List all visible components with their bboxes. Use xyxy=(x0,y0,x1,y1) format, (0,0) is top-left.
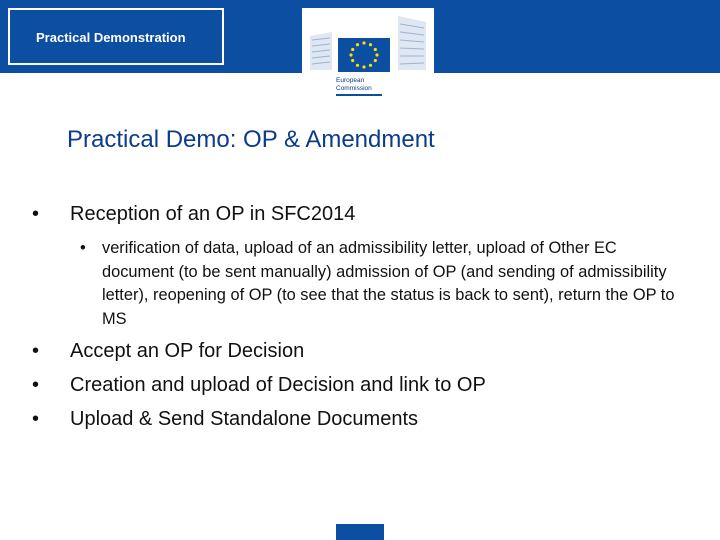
bullet-text: Reception of an OP in SFC2014 xyxy=(70,203,356,225)
section-tag xyxy=(8,8,224,65)
bullet-text: Upload & Send Standalone Documents xyxy=(70,408,419,430)
bullet-marker: • xyxy=(32,408,40,430)
bullet-marker: • xyxy=(32,203,40,225)
bullet-item xyxy=(32,408,419,431)
ec-logo-icon xyxy=(302,8,434,104)
sub-bullet-text: verification of data, upload of an admissibility letter, upload of Other EC document (to be sent manually) admission of OP (and sending of admissibility letter), reopening of OP (to see that the status is back to sent), return the OP to MS xyxy=(102,239,675,328)
logo-line2: Commission xyxy=(336,85,372,92)
footer-accent xyxy=(336,524,384,540)
sub-bullet-item xyxy=(80,237,692,331)
bullet-text: Creation and upload of Decision and link to OP xyxy=(70,374,486,396)
bullet-item xyxy=(32,340,305,363)
sub-bullet-marker: • xyxy=(80,239,86,257)
ec-logo xyxy=(302,8,434,104)
bullet-marker: • xyxy=(32,340,40,362)
bullet-marker: • xyxy=(32,374,40,396)
bullet-item xyxy=(32,374,486,397)
logo-line1: European xyxy=(336,77,365,84)
section-tag-label: Practical Demonstration xyxy=(36,30,186,45)
bullet-item xyxy=(32,203,356,226)
bullet-text: Accept an OP for Decision xyxy=(70,340,305,362)
slide-title: Practical Demo: OP & Amendment xyxy=(67,126,435,153)
